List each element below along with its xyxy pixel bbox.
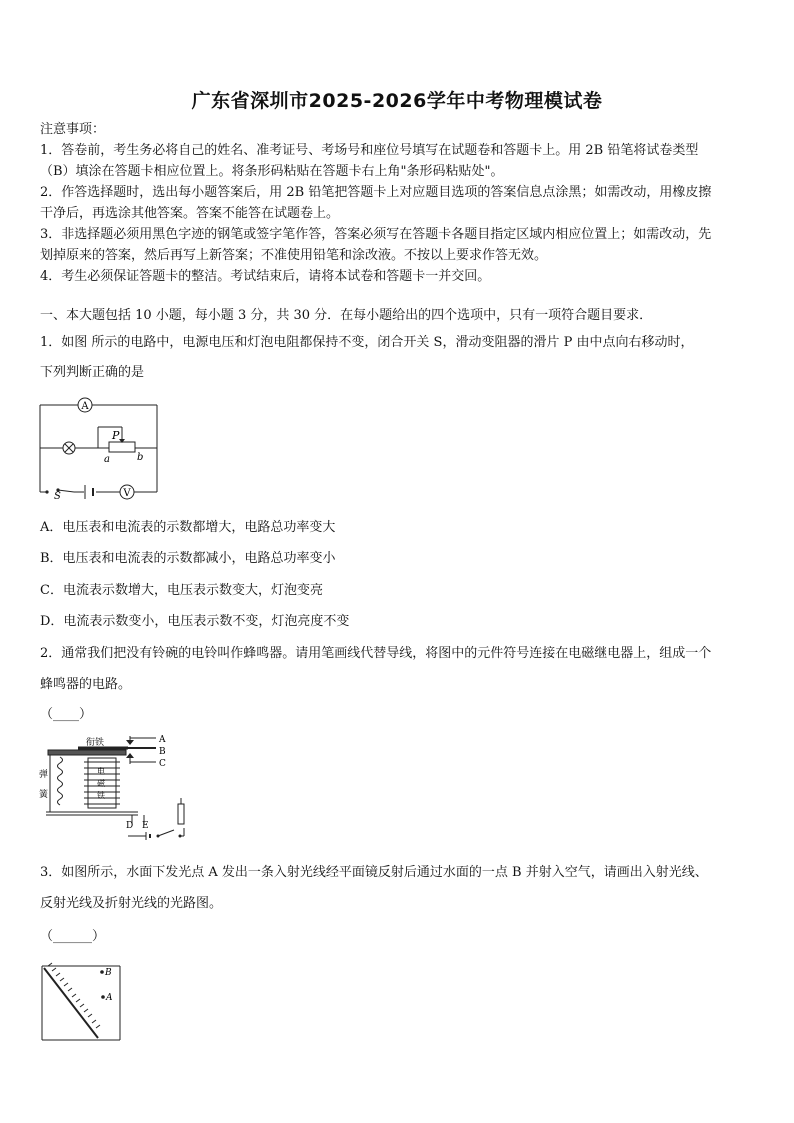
q3-stem-b: 反射光线及折射光线的光路图。 xyxy=(40,896,223,911)
q1-stem-b: 下列判断正确的是 xyxy=(40,365,145,380)
rheostat-icon xyxy=(109,442,135,452)
notice-item-4: 4．考生必须保证答题卡的整洁。考试结束后，请将本试卷和答题卡一并交回。 xyxy=(40,269,491,284)
terminal-c-label: C xyxy=(159,759,166,769)
end-b-label: b xyxy=(137,452,144,463)
point-a-icon xyxy=(101,995,105,999)
battery-icon xyxy=(85,485,93,499)
ammeter-label: A xyxy=(81,401,89,412)
switch-label: S xyxy=(54,491,61,502)
plane-mirror xyxy=(44,968,98,1038)
q3-answer-blank: （______） xyxy=(40,929,106,944)
contact-lower-icon xyxy=(126,753,134,758)
notice-item-2b: 干净后，再选涂其他答案。答案不能答在试题卷上。 xyxy=(40,206,340,221)
q1-option-a: A．电压表和电流表的示数都增大，电路总功率变大 xyxy=(40,520,336,535)
q1-option-d: D．电流表示数变小，电压表示数不变，灯泡亮度不变 xyxy=(40,614,350,629)
terminal-e-label: E xyxy=(142,821,149,831)
spring-label-1: 弹 xyxy=(39,770,49,780)
point-b-icon xyxy=(100,970,104,974)
q3-stem-a: 3．如图所示，水面下发光点 A 发出一条入射光线经平面镜反射后通过水面的一点 B 并射入空气，请画出入射光线、 xyxy=(40,865,708,880)
switch-icon xyxy=(45,490,48,493)
q1-stem-a: 1．如图 所示的电路中，电源电压和灯泡电阻都保持不变，闭合开关 S，滑动变阻器的滑片 P 由中点向右移动时， xyxy=(40,335,694,350)
armature-label: 衔铁 xyxy=(86,738,105,748)
lamp-icon xyxy=(63,442,75,454)
q3-optics-diagram xyxy=(38,962,128,1044)
q1-option-b: B．电压表和电流表的示数都减小，电路总功率变小 xyxy=(40,551,336,566)
q1-circuit-diagram xyxy=(36,396,166,502)
core-label-3: 铁 xyxy=(97,791,105,800)
core-label-1: 电 xyxy=(97,767,105,776)
notice-heading: 注意事项： xyxy=(40,122,106,137)
q2-answer-blank: （____） xyxy=(40,707,93,722)
core-label-2: 磁 xyxy=(97,779,105,788)
notice-item-1b: （B）填涂在答题卡相应位置上。将条形码粘贴在答题卡右上角"条形码粘贴处"。 xyxy=(40,164,504,179)
terminal-b-label: B xyxy=(159,747,166,757)
notice-item-3a: 3．非选择题必须用黑色字迹的钢笔或签字笔作答，答案必须写在答题卡各题目指定区域内相应位置上；如需改动，先 xyxy=(40,227,712,242)
section-heading: 一、本大题包括 10 小题，每小题 3 分，共 30 分．在每小题给出的四个选项中，只有一项符合题目要求． xyxy=(40,308,653,323)
q2-stem-a: 2．通常我们把没有铃碗的电铃叫作蜂鸣器。请用笔画线代替导线，将图中的元件符号连接在电磁继电器上，组成一个 xyxy=(40,646,712,661)
q2-stem-b: 蜂鸣器的电路。 xyxy=(40,677,132,692)
contact-upper-icon xyxy=(126,740,134,745)
terminal-d-label: D xyxy=(126,821,134,831)
point-a-label: A xyxy=(106,993,113,1003)
q1-option-c: C．电流表示数增大，电压表示数变大，灯泡变亮 xyxy=(40,583,323,598)
spring-label-2: 簧 xyxy=(39,790,49,800)
notice-item-1a: 1．答卷前，考生务必将自己的姓名、准考证号、考场号和座位号填写在试题卷和答题卡上。用 2B 铅笔将试卷类型 xyxy=(40,143,699,158)
voltmeter-label: V xyxy=(123,488,131,499)
slider-label: P xyxy=(112,429,120,442)
notice-item-2a: 2．作答选择题时，选出每小题答案后，用 2B 铅笔把答题卡上对应题目选项的答案信息点涂黑；如需改动，用橡皮擦 xyxy=(40,185,712,200)
terminal-a-label: A xyxy=(159,735,166,745)
end-a-label: a xyxy=(104,454,110,465)
point-b-label: B xyxy=(105,968,112,978)
notice-item-3b: 划掉原来的答案，然后再写上新答案；不准使用铅笔和涂改液。不按以上要求作答无效。 xyxy=(40,248,548,263)
page-title: 广东省深圳市2025-2026学年中考物理模试卷 xyxy=(191,90,603,112)
switch-icon xyxy=(157,835,160,838)
q2-relay-diagram xyxy=(38,732,194,844)
